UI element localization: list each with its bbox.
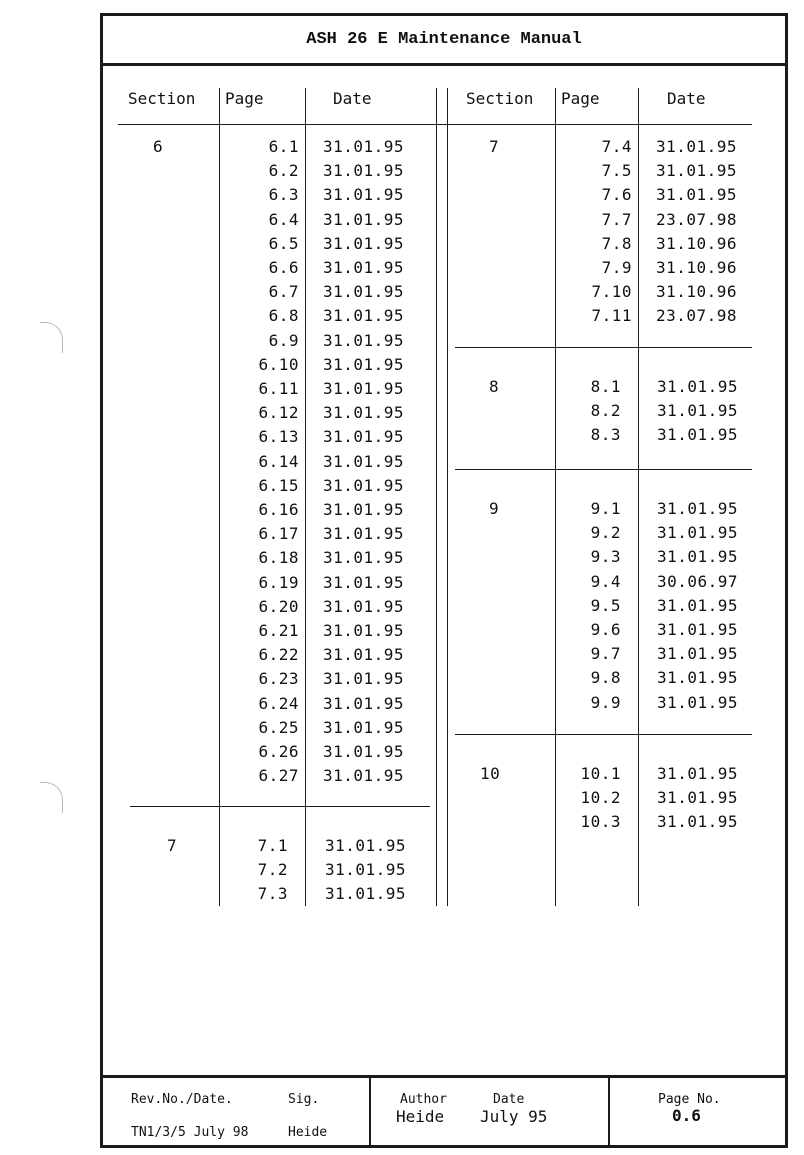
- header-date-left: Date: [333, 89, 372, 108]
- revision-date: 31.01.95: [657, 595, 739, 615]
- page-number: 6.5: [268, 233, 299, 253]
- page-number: 6.7: [268, 282, 299, 302]
- revision-date: 31.01.95: [323, 693, 405, 713]
- revision-date: 31.10.96: [656, 258, 738, 277]
- revision-date: 31.01.95: [323, 548, 405, 568]
- right-group-separator: [455, 469, 752, 470]
- revision-date: 30.06.97: [657, 571, 739, 591]
- date-value: July 95: [480, 1107, 548, 1126]
- page-number: 9.5: [590, 595, 621, 615]
- page-number: 8.2: [590, 401, 621, 421]
- page-number: 6.17: [258, 524, 299, 544]
- revision-date: 31.01.95: [657, 668, 739, 688]
- page-number: 6.12: [258, 403, 299, 423]
- right-page-date-divider: [638, 88, 639, 906]
- page-number: 9.9: [590, 692, 621, 712]
- rev-no-value: TN1/3/5 July 98: [131, 1125, 249, 1140]
- center-double-divider: [447, 88, 448, 906]
- section-number: 7: [167, 836, 178, 855]
- page-number: 6.1: [268, 137, 299, 156]
- revision-date: 31.01.95: [323, 645, 405, 665]
- page-number: 6.13: [258, 427, 299, 447]
- page-number: 6.11: [258, 379, 299, 398]
- footer-divider: [369, 1077, 371, 1147]
- sig-label: Sig.: [288, 1092, 320, 1107]
- page-number: 6.26: [258, 742, 299, 761]
- section-number: 9: [489, 499, 500, 518]
- header-rule: [118, 124, 752, 125]
- page-number: 10.3: [580, 812, 621, 832]
- revision-date: 31.01.95: [323, 524, 405, 544]
- revision-date: 31.01.95: [657, 764, 739, 783]
- right-group-separator: [455, 734, 752, 735]
- revision-date: 31.01.95: [323, 306, 405, 326]
- title-divider: [100, 63, 788, 66]
- page-number: 7.8: [601, 233, 632, 253]
- header-date-right: Date: [667, 89, 706, 108]
- revision-date: 31.01.95: [323, 258, 405, 277]
- revision-date: 31.01.95: [657, 547, 739, 567]
- page-number: 9.7: [590, 644, 621, 664]
- page-number: 6.9: [268, 330, 299, 350]
- revision-date: 31.01.95: [323, 669, 405, 689]
- page-number: 7.4: [601, 137, 632, 156]
- revision-date: 31.01.95: [657, 377, 739, 396]
- page-number: 7.1: [257, 836, 288, 855]
- revision-date: 31.10.96: [656, 282, 738, 302]
- page-number: 10.2: [580, 788, 621, 808]
- revision-date: 31.01.95: [323, 572, 405, 592]
- page-number: 6.4: [268, 209, 299, 229]
- page-number: 8.1: [590, 377, 621, 396]
- revision-date: 31.01.95: [323, 354, 405, 374]
- revision-date: 31.01.95: [323, 330, 405, 350]
- page-number: 6.15: [258, 475, 299, 495]
- punch-hole-mark: [40, 782, 63, 813]
- revision-date: 31.01.95: [323, 137, 405, 156]
- revision-date: 31.01.95: [656, 161, 738, 181]
- revision-date: 31.01.95: [325, 836, 407, 855]
- revision-date: 31.01.95: [323, 282, 405, 302]
- revision-date: 23.07.98: [656, 306, 738, 326]
- revision-date: 31.01.95: [656, 137, 738, 156]
- revision-date: 31.01.95: [657, 523, 739, 543]
- left-page-date-divider: [305, 88, 306, 906]
- revision-date: 31.01.95: [323, 233, 405, 253]
- page-number: 7.11: [591, 306, 632, 326]
- revision-date: 31.01.95: [325, 884, 407, 904]
- revision-date: 31.01.95: [323, 161, 405, 181]
- page-number: 6.2: [268, 161, 299, 181]
- section-number: 8: [489, 377, 500, 396]
- revision-date: 31.10.96: [656, 233, 738, 253]
- revision-date: 31.01.95: [657, 788, 739, 808]
- revision-date: 31.01.95: [323, 500, 405, 519]
- page-number: 10.1: [580, 764, 621, 783]
- revision-date: 31.01.95: [657, 401, 739, 421]
- page-number: 6.16: [258, 500, 299, 519]
- revision-date: 31.01.95: [323, 427, 405, 447]
- page-number: 9.1: [590, 499, 621, 518]
- right-section-page-divider: [555, 88, 556, 906]
- revision-date: 31.01.95: [323, 403, 405, 423]
- author-value: Heide: [396, 1107, 445, 1126]
- revision-date: 31.01.95: [323, 766, 405, 786]
- revision-date: 31.01.95: [323, 475, 405, 495]
- page-number: 9.6: [590, 620, 621, 639]
- revision-date: 31.01.95: [323, 185, 405, 205]
- page-number: 6.19: [258, 572, 299, 592]
- left-group-separator: [130, 806, 430, 807]
- revision-date: 31.01.95: [656, 185, 738, 205]
- page-number: 9.8: [590, 668, 621, 688]
- page-number: 6.8: [268, 306, 299, 326]
- page-number: 6.6: [268, 258, 299, 277]
- revision-date: 31.01.95: [323, 742, 405, 761]
- page-number: 6.23: [258, 669, 299, 689]
- revision-date: 31.01.95: [323, 596, 405, 616]
- revision-date: 31.01.95: [323, 209, 405, 229]
- page-number: 6.10: [258, 354, 299, 374]
- author-label: Author: [400, 1092, 447, 1107]
- header-page-right: Page: [561, 89, 600, 108]
- revision-date: 31.01.95: [657, 644, 739, 664]
- revision-date: 31.01.95: [323, 451, 405, 471]
- header-page-left: Page: [225, 89, 264, 108]
- revision-date: 31.01.95: [657, 620, 739, 639]
- page-number: 8.3: [590, 425, 621, 445]
- page-no-value: 0.6: [672, 1106, 701, 1125]
- page-number: 9.3: [590, 547, 621, 567]
- page-number: 7.3: [257, 884, 288, 904]
- revision-date: 31.01.95: [323, 379, 405, 398]
- page-title: ASH 26 E Maintenance Manual: [306, 30, 582, 49]
- section-number: 6: [153, 137, 164, 156]
- page-number: 6.25: [258, 717, 299, 737]
- page-number: 6.14: [258, 451, 299, 471]
- center-double-divider: [436, 88, 437, 906]
- section-number: 7: [489, 137, 500, 156]
- revision-date: 31.01.95: [657, 812, 739, 832]
- rev-no-label: Rev.No./Date.: [131, 1092, 233, 1107]
- page-number: 6.3: [268, 185, 299, 205]
- page-number: 6.22: [258, 645, 299, 665]
- page-number: 9.2: [590, 523, 621, 543]
- page-number: 7.5: [601, 161, 632, 181]
- page-number: 6.24: [258, 693, 299, 713]
- sig-value: Heide: [288, 1125, 328, 1140]
- revision-date: 31.01.95: [323, 717, 405, 737]
- date-label: Date: [493, 1092, 525, 1107]
- page-number: 7.6: [601, 185, 632, 205]
- footer-top-rule: [100, 1075, 788, 1078]
- page-number: 7.10: [591, 282, 632, 302]
- page-number: 7.9: [601, 258, 632, 277]
- revision-date: 31.01.95: [657, 499, 739, 518]
- right-group-separator: [455, 347, 752, 348]
- revision-date: 31.01.95: [657, 692, 739, 712]
- revision-date: 23.07.98: [656, 209, 738, 229]
- footer-divider: [608, 1077, 610, 1147]
- revision-date: 31.01.95: [657, 425, 739, 445]
- page-number: 6.18: [258, 548, 299, 568]
- page-number: 6.21: [258, 621, 299, 640]
- punch-hole-mark: [40, 322, 63, 353]
- revision-date: 31.01.95: [323, 621, 405, 640]
- page-number: 6.27: [258, 766, 299, 786]
- page-number: 7.7: [601, 209, 632, 229]
- page-number: 9.4: [590, 571, 621, 591]
- left-section-page-divider: [219, 88, 220, 906]
- section-number: 10: [480, 764, 501, 783]
- page-number: 6.20: [258, 596, 299, 616]
- page-no-label: Page No.: [658, 1092, 721, 1107]
- revision-date: 31.01.95: [325, 860, 407, 880]
- header-section-left: Section: [128, 89, 196, 108]
- header-section-right: Section: [466, 89, 534, 108]
- page-number: 7.2: [257, 860, 288, 880]
